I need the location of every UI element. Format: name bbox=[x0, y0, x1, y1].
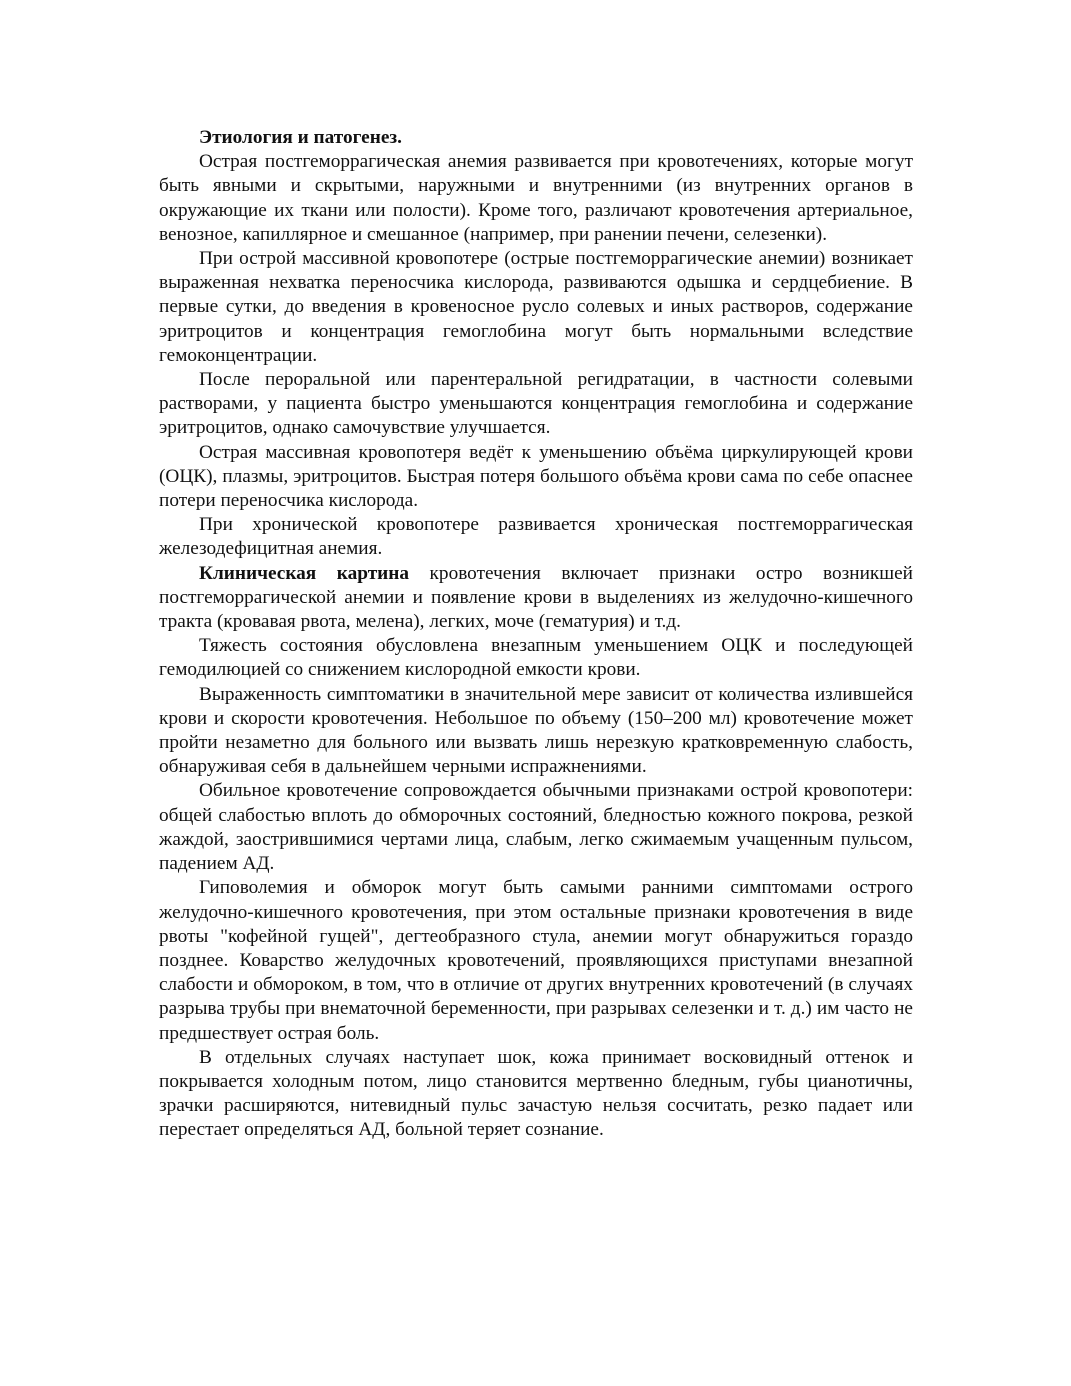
document-page bbox=[159, 126, 913, 1143]
paragraph-circulating-volume: Острая массивная кровопотеря ведёт к уменьшению объёма циркулирующей крови (ОЦК), плазмы, эритроцитов. Быстрая потеря большого объёма крови сама по себе опаснее потери переносчика кислорода. bbox=[159, 441, 913, 512]
clinical-picture-text: кровотечения включает признаки остро возникшей постгеморрагической анемии и появление крови в выделениях из желудочно-кишечного тракта (кровавая рвота, мелена), легких, моче (гематурия) и т.д. bbox=[159, 562, 913, 633]
paragraph-rehydration: После пероральной или парентеральной регидратации, в частности солевыми растворами, у пациента быстро уменьшаются концентрация гемоглобина и содержание эритроцитов, однако самочувствие улучшается. bbox=[159, 369, 913, 439]
paragraph-shock: В отдельных случаях наступает шок, кожа принимает восковидный оттенок и покрывается холодным потом, лицо становится мертвенно бледным, губы цианотичны, зрачки расширяются, нитевидный пульс зачастую нельзя сосчитать, резко падает или перестает определяться АД, больной теряет сознание. bbox=[159, 1046, 913, 1141]
paragraph-heavy-bleeding: Обильное кровотечение сопровождается обычными признаками острой кровопотери: общей слабостью вплоть до обморочных состояний, бледностью кожного покрова, резкой жаждой, заострившимися чертами лица, слабым, легко сжимаемым учащенным пульсом, падением АД. bbox=[159, 780, 913, 875]
paragraph-acute-blood-loss: При острой массивной кровопотере (острые постгеморрагические анемии) возникает выраженная нехватка переносчика кислорода, развиваются одышка и сердцебиение. В первые сутки, до введения в кровеносное русло солевых и иных растворов, содержание эритроцитов и концентрация гемоглобина могут быть нормальными вследствие гемоконцентрации. bbox=[159, 248, 913, 366]
section-heading: Этиология и патогенез. bbox=[199, 127, 402, 148]
clinical-picture-term: Клиническая картина bbox=[199, 562, 410, 584]
paragraph-severity: Тяжесть состояния обусловлена внезапным уменьшением ОЦК и последующей гемодилюцией со снижением кислородной емкости крови. bbox=[159, 635, 913, 681]
paragraph-etiology: Острая постгеморрагическая анемия развивается при кровотечениях, которые могут быть явными и скрытыми, наружными и внутренними (из внутренних органов в окружающие их ткани или полости). Кроме того, различают кровотечения артериальное, венозное, капиллярное и смешанное (например, при ранении печени, селезенки). bbox=[159, 151, 913, 245]
paragraph-hypovolemia: Гиповолемия и обморок могут быть самыми ранними симптомами острого желудочно-кишечного кровотечения, при этом остальные признаки кровотечения в виде рвоты "кофейной гущей", дегтеобразного стула, анемии могут обнаружиться гораздо позднее. Коварство желудочных кровотечений, проявляющихся приступами внезапной слабости и обмороком, в том, что в отличие от других внутренних кровотечений (в случаях разрыва трубы при внематочной беременности, при разрывах селезенки и т. д.) им часто не предшествует острая боль. bbox=[159, 877, 913, 1044]
paragraph-clinical-picture bbox=[159, 562, 913, 635]
paragraph-symptom-severity: Выраженность симптоматики в значительной мере зависит от количества излившейся крови и скорости кровотечения. Небольшое по объему (150–200 мл) кровотечение может пройти незаметно для больного или вызвать лишь нерезкую кратковременную слабость, обнаруживая себя в дальнейшем черными испражнениями. bbox=[159, 683, 913, 778]
paragraph-chronic-blood-loss: При хронической кровопотере развивается хроническая постгеморрагическая железодефицитная анемия. bbox=[159, 514, 913, 560]
